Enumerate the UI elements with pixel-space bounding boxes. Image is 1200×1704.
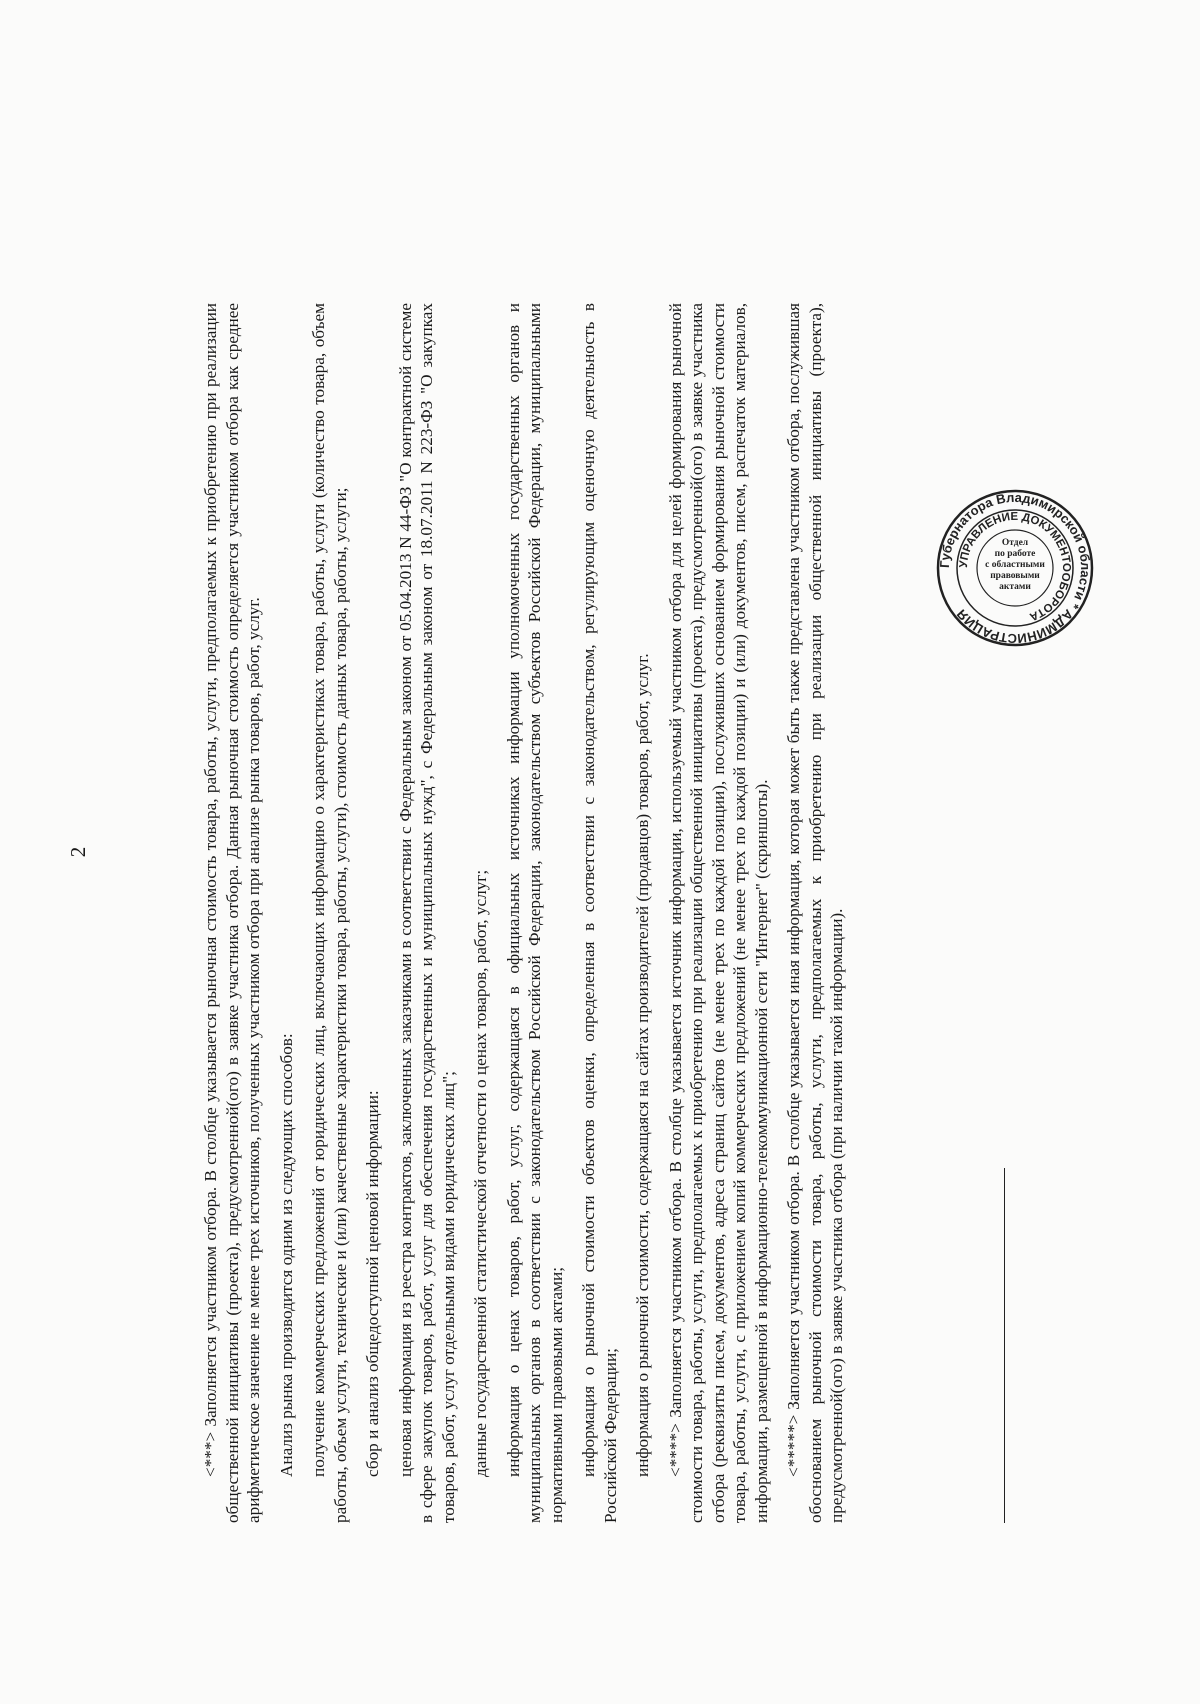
stamp-inner-text: УПРАВЛЕНИЕ ДОКУМЕНТООБОРОТА [957,510,1073,623]
footnotes-body [200,303,859,1523]
info-manufacturer-sites: информация о рыночной стоимости, содержащаяся на сайтах производителей (продавцов) товаров, работ, услуг. [633,653,652,1477]
footnote-4-paragraph: <****> Заполняется участником отбора. В столбце указывается источник информации, используемый участником отбора для целей формирования рыночной стоимости товара, работы, услуги, предполагаемых к приобретению при реализации общественной инициативы (проекта), предусмотренной(ого) в заявке участника отбора (реквизиты писем, документов, адреса страниц сайтов (не менее трех по каждой позиции), послуживших основанием формирования рыночной стоимости товара, работы, услуги, с приложением копий коммерческих предложений (не менее трех по каждой позиции) и (или) документов, писем, распечаток материалов, информации, размещенной в информационно-телекоммуникационной сети "Интернет" (скриншоты). [665,303,771,1523]
footnote-3-paragraph: <***> Заполняется участником отбора. В столбце указывается рыночная стоимость товара, работы, услуги, предполагаемых к приобретению при реализации общественной инициативы (проекта), предусмотренной(ого) в заявке участника отбора. Данная рыночная стоимость определяется участником отбора как среднее арифметическое значение не менее трех источников, полученных участником отбора при анализе рынка товаров, работ, услуг. [201,303,263,1523]
market-analysis-intro: Анализ рынка производится одним из следующих способов: [276,1033,296,1477]
info-statistics: данные государственной статистической отчетности о ценах товаров, работ, услуг; [471,869,490,1477]
page-number: 2 [66,846,90,858]
method-commercial-offers: получение коммерческих предложений от юридических лиц, включающих информацию о характеристиках товара, работы, услуги (количество товара, объем работы, объем услуги, технические и (или) качественные характеристики товара, работы, услуги), стоимость данных товара, работы, услуги; [309,303,350,1523]
info-contracts-registry: ценовая информация из реестра контрактов, заключенных заказчиками в соответствии с Федеральным законом от 05.04.2013 N 44-ФЗ "О контрактной системе в сфере закупок товаров, работ, услуг для обеспечения государственных и муниципальных нужд", с Федеральным законом от 18.07.2011 N 223-ФЗ "О закупках товаров, работ, услуг отдельными видами юридических лиц"; [395,303,458,1523]
method-public-info: сбор и анализ общедоступной ценовой информации: [363,1090,382,1477]
info-appraisal: информация о рыночной стоимости объектов оценки, определенная в соответствии с законодательством, регулирующим оценочную деятельность в Российской Федерации; [579,303,620,1523]
bottom-rule [1004,1168,1005,1523]
stamp-outer-text: Губернатора Владимирской области * АДМИНИСТРАЦИЯ [936,489,1094,647]
official-stamp [935,488,1095,648]
info-official-sources: информация о ценах товаров, работ, услуг, содержащаяся в официальных источниках информации уполномоченных государственных органов и муниципальных органов в соответствии с законодательством Российской Федерации, законодательством субъектов Российской Федерации, муниципальными нормативными правовыми актами; [503,303,566,1523]
stamp-center-text: Отдел по работе с областными правовыми актами [985,538,1045,592]
footnote-5-paragraph: <*****> Заполняется участником отбора. В столбце указывается иная информация, которая может быть также представлена участником отбора, послужившая обоснованием рыночной стоимости товара, работы, услуги, предполагаемых к приобретению при реализации общественной инициативы (проекта), предусмотренной(ого) в заявке участника отбора (при наличии такой информации). [784,303,846,1523]
rotated-content [60,56,1140,1648]
